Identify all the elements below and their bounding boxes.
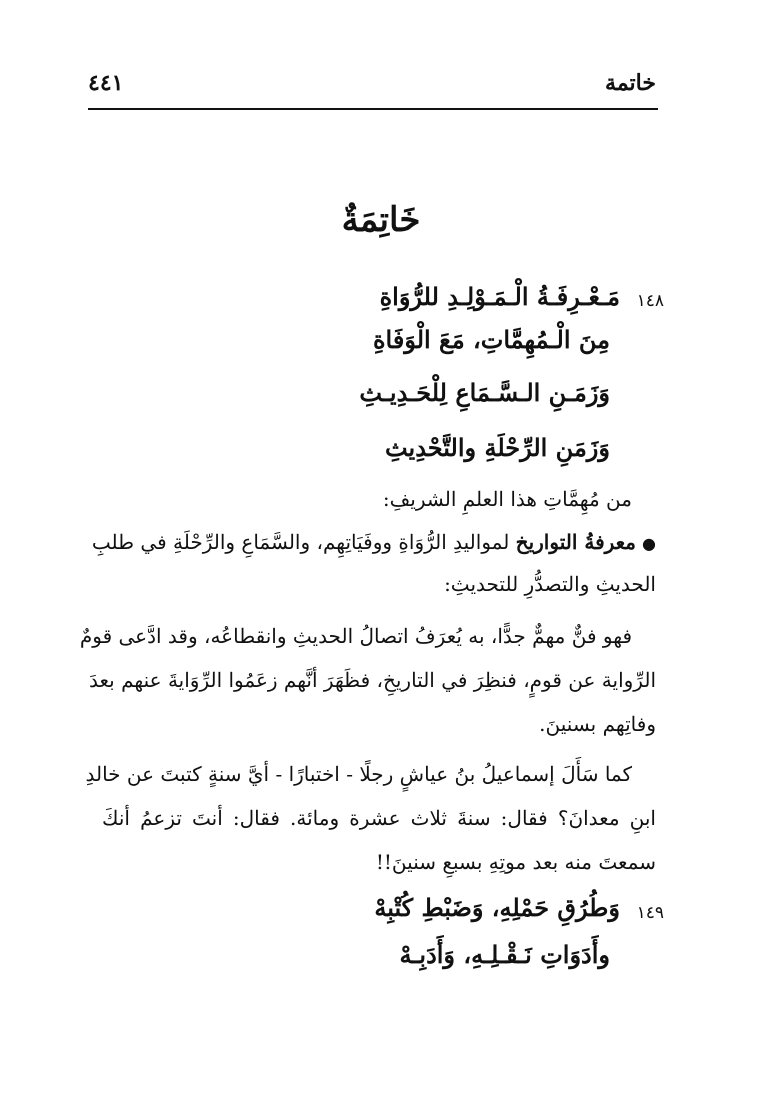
intro-text: من مُهِمَّاتِ هذا العلمِ الشريفِ: [382,487,632,511]
verse-149-line-1: وَطُرُقِ حَمْلِهِ، وَضَبْطِ كُتْبِهْ [374,893,620,922]
paragraph-1-line-2: الرِّواية عن قومٍ، فنظِرَ في التاريخِ، فظَهَرَ أنَّهم زعَمُوا الرِّوَايةَ عنهم بعدَ [89,668,656,692]
paragraph-1-line-3: وفاتِهم بسنينَ. [539,712,656,736]
paragraph-1-line-1: فهو فنٌّ مهمٌّ جدًّا، به يُعرَفُ اتصالُ الحديثِ وانقطاعُه، وقد ادَّعى قومٌ [79,624,632,648]
bullet-line-1-rest: لمواليدِ الرُّوَاةِ ووفَيَاتِهِم، والسَّمَاعِ والرِّحْلَةِ في طلبِ [91,530,510,554]
verse-148-number: ١٤٨ [636,291,664,311]
paragraph-2-line-1: كما سَأَلَ إسماعيلُ بنُ عياشٍ رجلًا - اختبارًا - أيَّ سنةٍ كتبتَ عن خالدِ [85,762,632,786]
verse-148-line-3: وَزَمَـنِ الـسَّـمَاعِ لِلْحَـدِيـثِ [359,378,610,407]
verse-148-line-2: مِنَ الْـمُهِمَّاتِ، مَعَ الْوَفَاةِ [372,325,610,354]
page-number: ٤٤١ [88,70,124,96]
bullet-icon: ● [642,534,656,553]
verse-149-number: ١٤٩ [636,903,664,923]
chapter-title: خَاتِمَةٌ [341,200,421,240]
verse-148-line-4: وَزَمَنِ الرِّحْلَةِ والتَّحْدِيثِ [384,433,610,462]
running-header-title: خاتمة [605,70,656,96]
verse-148-line-1: مَـعْـرِفَـةُ الْـمَـوْلِـدِ للرُّوَاةِ [379,282,620,311]
verse-149-line-2: وأَدَوَاتِ نَـقْـلِـهِ، وَأَدَبِـهْ [399,940,610,969]
running-header [88,66,656,100]
header-divider [88,108,658,110]
bullet-line-1 [91,530,656,554]
bullet-lead: معرفةُ التواريخ [515,530,637,554]
paragraph-2-line-3: سمعتَ منه بعد موتِهِ بسبعِ سنينَ!! [375,850,656,874]
paragraph-2-line-2: ابنِ معدانَ؟ فقال: سنةَ ثلاث عشرة ومائة. فقال: أنتَ تزعمُ أنكَ [102,806,656,830]
bullet-line-2: الحديثِ والتصدُّرِ للتحديثِ: [444,572,656,596]
